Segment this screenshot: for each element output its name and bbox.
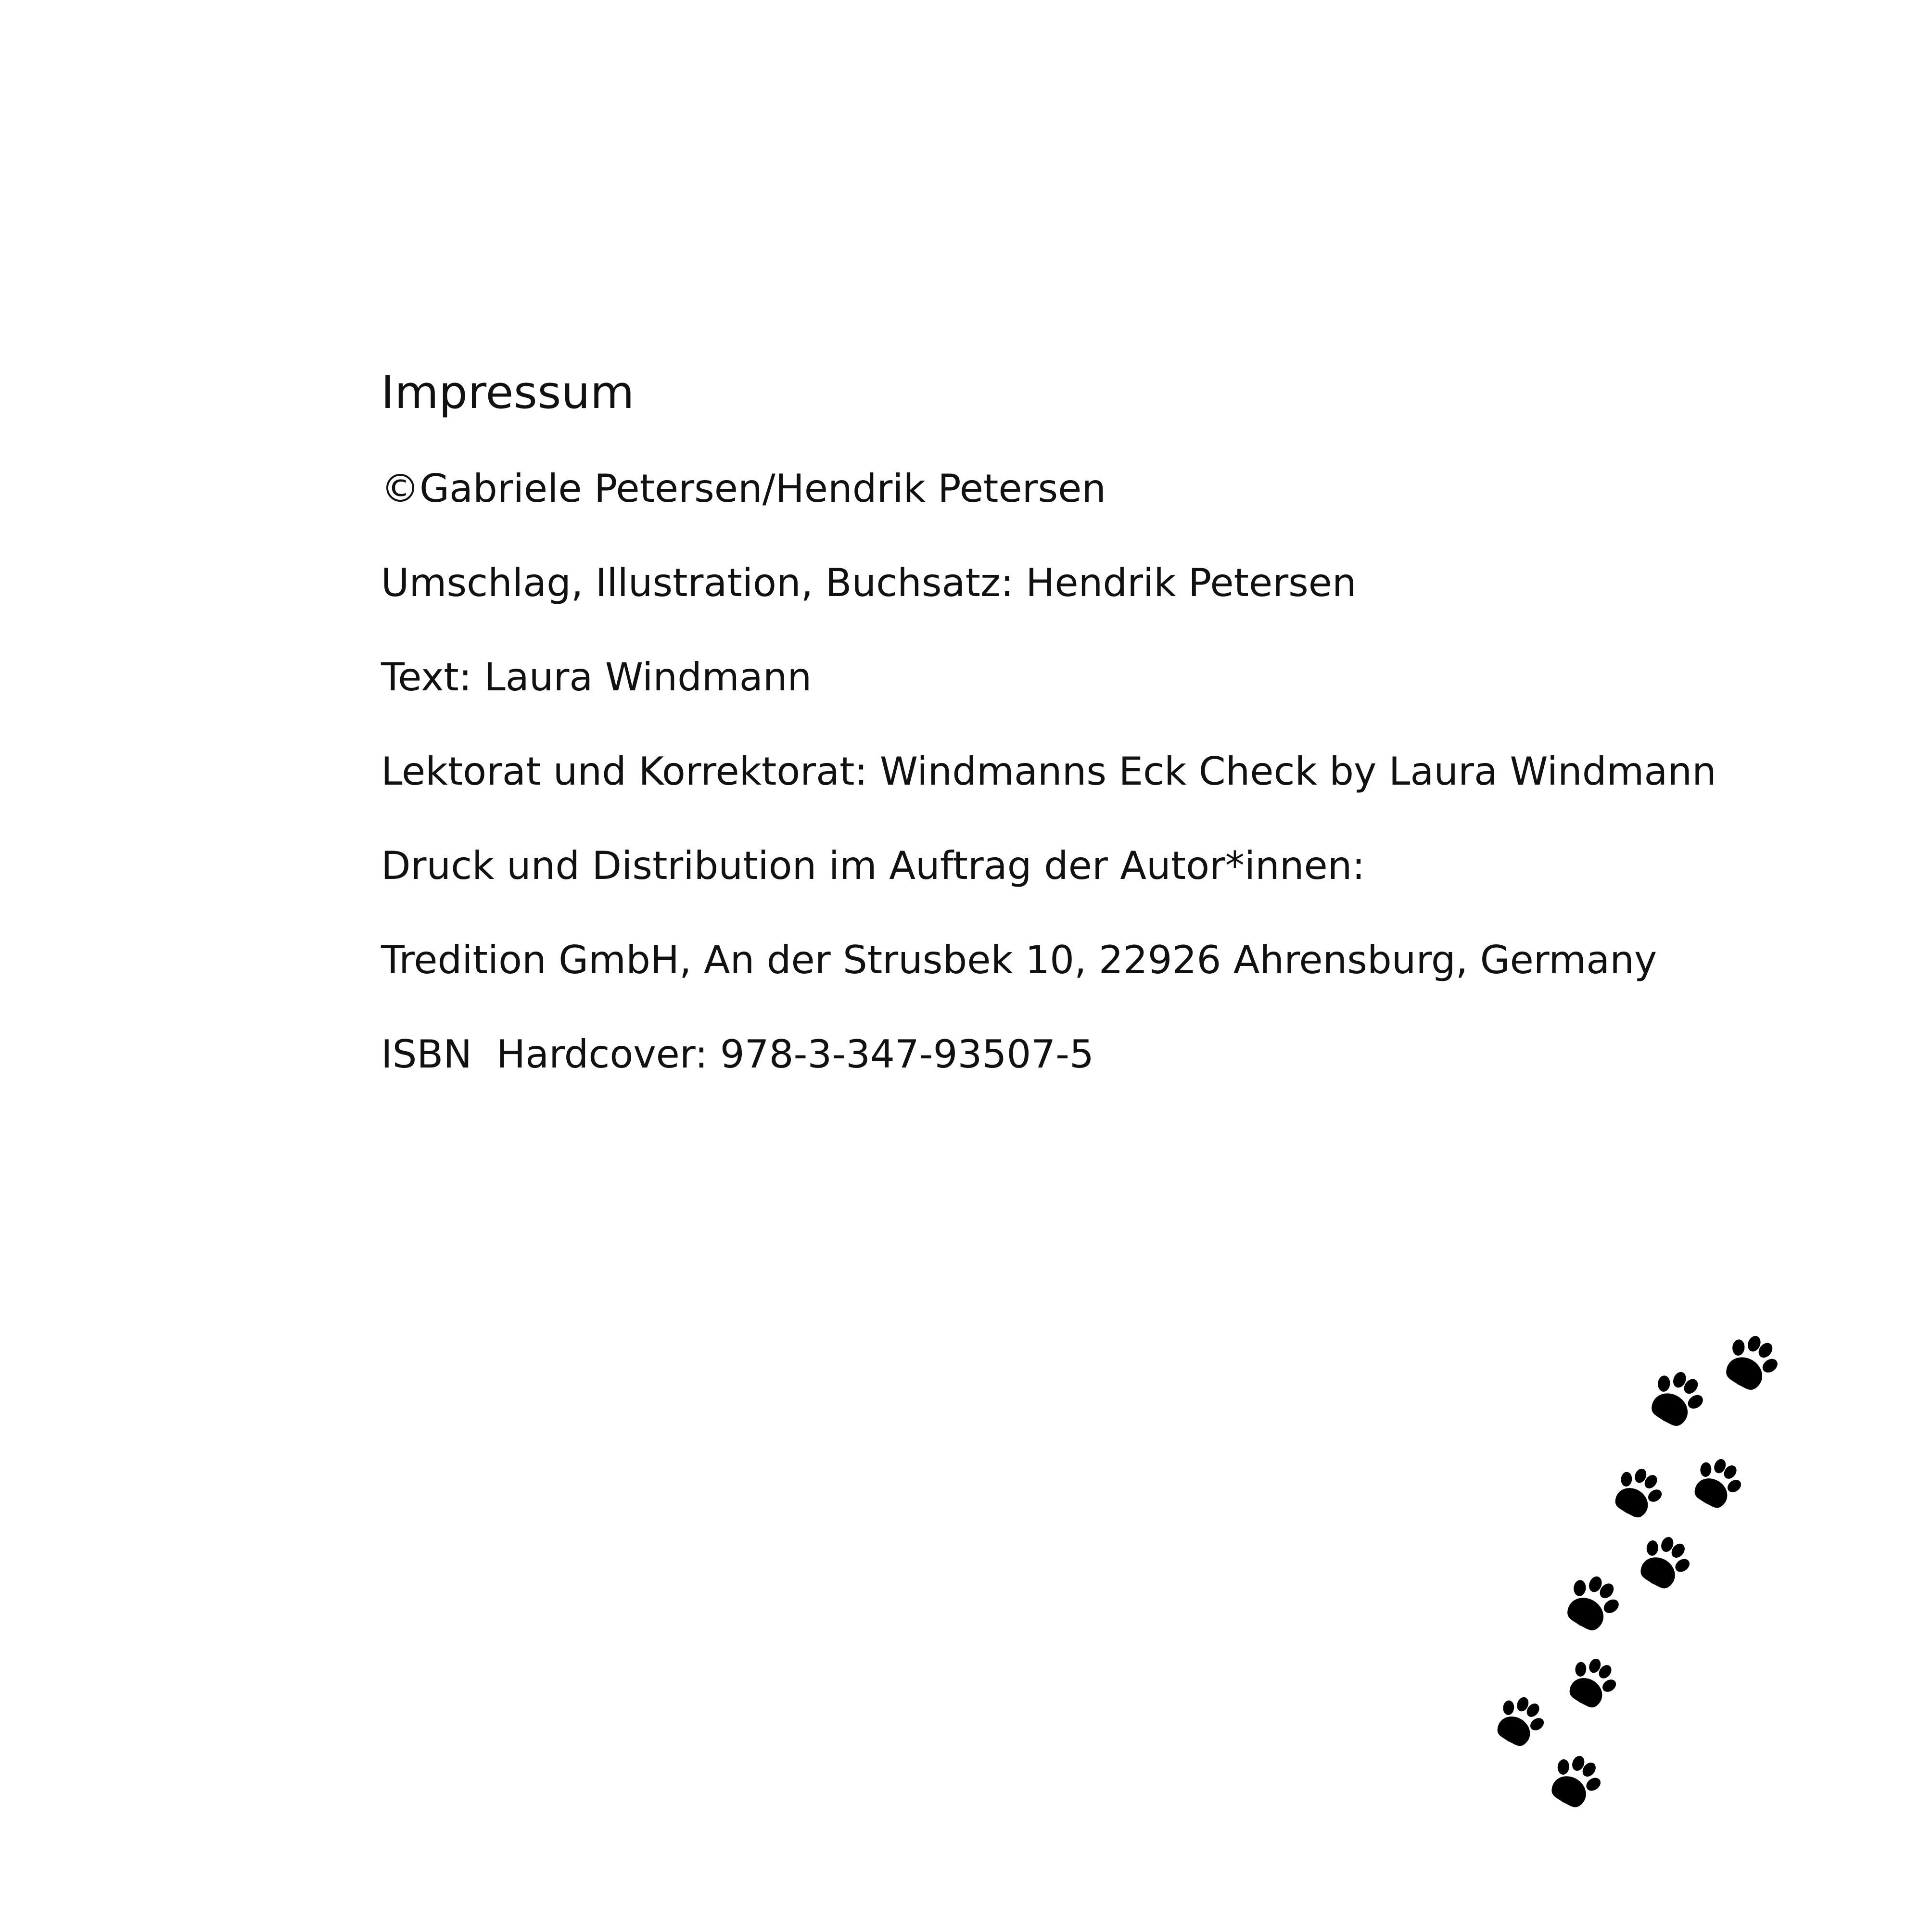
publisher-address-line: Tredition GmbH, An der Strusbek 10, 22926 Ahrensburg, Germany xyxy=(381,938,1657,982)
paw-print-icon xyxy=(1556,1566,1629,1639)
paw-print-icon xyxy=(1630,1527,1700,1596)
paw-print-icon xyxy=(1715,1326,1788,1398)
editing-credit-line: Lektorat und Korrektorat: Windmanns Eck Check by Laura Windmann xyxy=(381,749,1716,794)
imprint-title: Impressum xyxy=(381,367,635,419)
copyright-line: ©Gabriele Petersen/Hendrik Petersen xyxy=(381,466,1106,511)
print-distribution-line: Druck und Distribution im Auftrag der Autor*innen: xyxy=(381,843,1365,888)
paw-print-icon xyxy=(1559,1650,1625,1715)
paw-print-icon xyxy=(1605,1460,1671,1525)
paw-print-icon xyxy=(1487,1688,1553,1754)
paw-print-icon xyxy=(1640,1362,1713,1434)
text-credit-line: Text: Laura Windmann xyxy=(381,655,812,699)
cover-credits-line: Umschlag, Illustration, Buchsatz: Hendrik Petersen xyxy=(381,560,1357,605)
isbn-line: ISBN Hardcover: 978-3-347-93507-5 xyxy=(381,1032,1094,1077)
paw-print-icon xyxy=(1684,1450,1750,1515)
paw-print-icon xyxy=(1541,1746,1611,1815)
imprint-block xyxy=(381,367,1776,1130)
